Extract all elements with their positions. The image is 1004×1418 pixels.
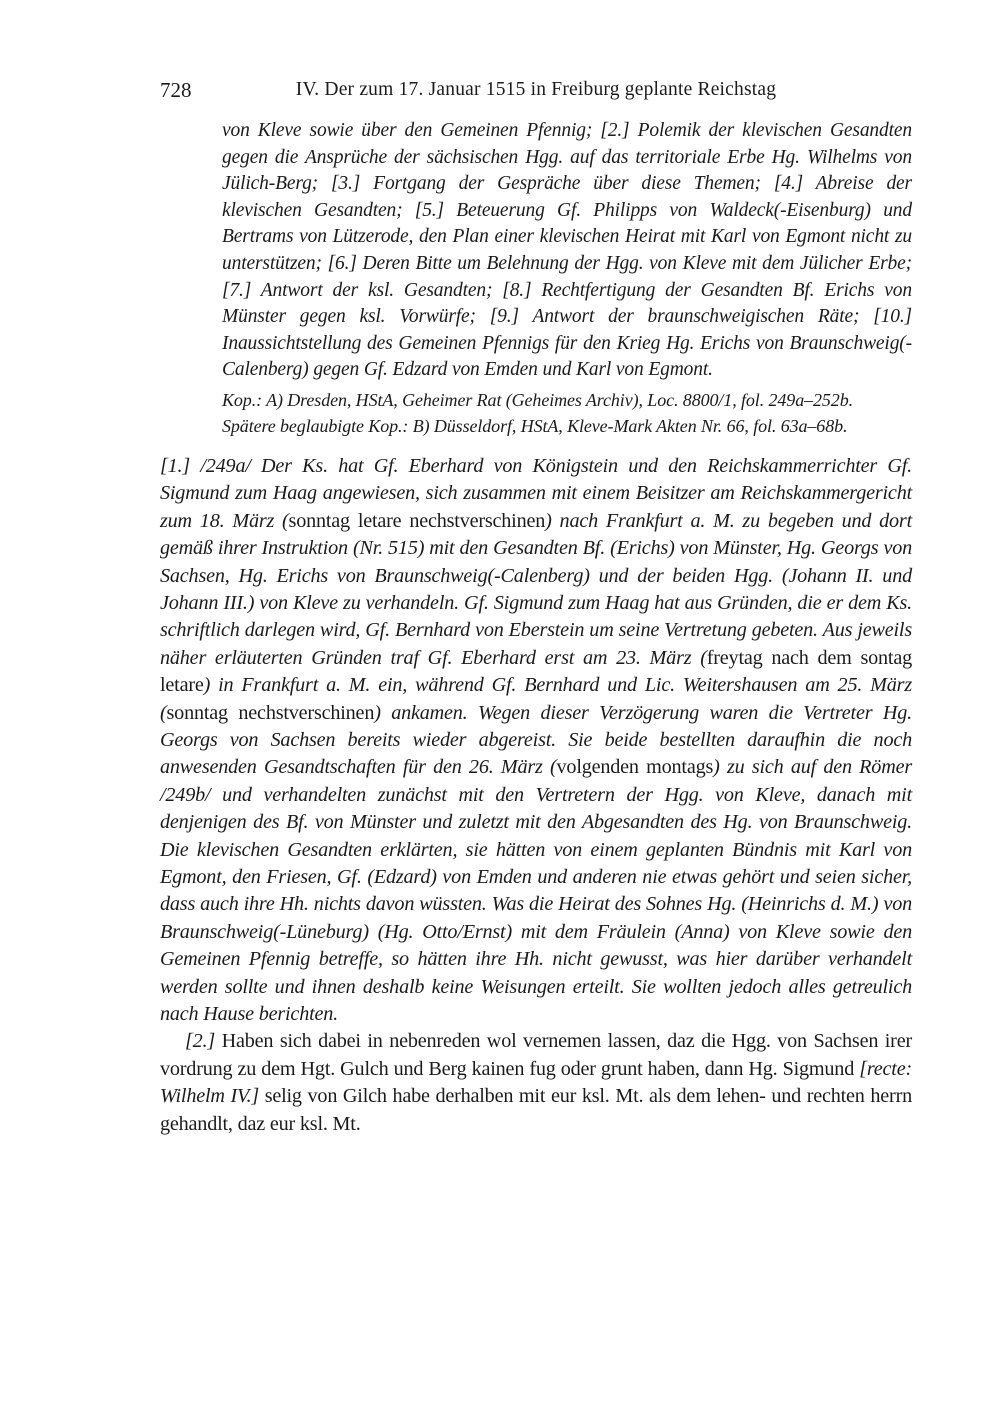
text-segment: ) zu sich auf den Römer /249b/ und verhandelten zunächst mit den Vertretern der Hgg. von Kleve, danach mit denjenigen des Bf. von Münster und zuletzt mit den Abgesandten des Hg. von Braunschweig. Die klevischen Gesandten erklärten, sie hätten von einem geplanten Bündnis mit Karl von Egmont, den Friesen, Gf. (Edzard) von Emden und anderen nie etwas gehört und seien sicher, dass auch ihre Hh. nichts davon wüssten. Was die Heirat des Sohnes Hg. (Heinrichs d. M.) von Braunschweig(-Lüneburg) (Hg. Otto/Ernst) mit dem Fräulein (Anna) von Kleve sowie den Gemeinen Pfennig betreffe, so hätten ihre Hh. nicht gewusst, was hier darüber verhandelt werden sollte und ihnen deshalb keine Weisungen erteilt. Sie wollten jedoch alles getreulich nach Hause berichten. [160,756,912,1026]
text-segment: ) ankamen. Wegen dieser Verzögerung waren die Vertreter Hg. Georgs von Sachsen bereits wieder abgereist. Sie beide bestellten daraufhin die noch anwesenden Gesandtschaften für den 26. März ( [160,701,912,779]
text-segment: freytag nach dem sontag letare [160,646,912,697]
text-segment: sonntag letare nechstverschinen [288,509,546,532]
source-list [222,387,912,439]
regest-summary: von Kleve sowie über den Gemeinen Pfennig; [2.] Polemik der klevischen Gesandten gegen die Ansprüche der sächsischen Hgg. auf das territoriale Erbe Hg. Wilhelms von Jülich-Berg; [3.] Fortgang der Gespräche über diese Themen; [4.] Abreise der klevischen Gesandten; [5.] Beteuerung Gf. Philipps von Waldeck(-Eisenburg) und Bertrams von Lützerode, den Plan einer klevischen Heirat mit Karl von Egmont nicht zu unterstützen; [6.] Deren Bitte um Belehnung der Hgg. von Kleve mit dem Jülicher Erbe; [7.] Antwort der ksl. Gesandten; [8.] Rechtfertigung der Gesandten Bf. Erichs von Münster gegen ksl. Vorwürfe; [9.] Antwort der braunschweigischen Räte; [10.] Inaussichtstellung des Gemeinen Pfennigs für den Krieg Hg. Erichs von Braunschweig(-Calenberg) gegen Gf. Edzard von Emden und Karl von Egmont. [222,120,912,381]
text-segment: volgenden montags [556,756,714,779]
page-number: 728 [160,78,192,102]
text-segment: [recte: Wilhelm IV.] [160,1057,912,1108]
page-content [160,118,912,1138]
body-paragraph [160,1028,912,1138]
text-segment: selig von Gilch habe derhalben mit eur ksl. Mt. als dem lehen- und rechten herrn gehandlt, daz eur ksl. Mt. [160,1085,912,1135]
text-segment: ) nach Frankfurt a. M. zu begeben und dort gemäß ihrer Instruktion (Nr. 515) mit den Gesandten Bf. (Erichs) von Münster, Hg. Georgs von Sachsen, Hg. Erichs von Braunschweig(-Calenberg) und der beiden Hgg. (Johann II. und Johann III.) von Kleve zu verhandeln. Gf. Sigmund zum Haag hat aus Gründen, die er dem Ks. schriftlich darlegen wird, Gf. Bernhard von Eberstein um seine Vertretung gebeten. Aus jeweils näher erläuterten Gründen traf Gf. Eberhard erst am 23. März ( [160,509,913,669]
source-entry: Kop.: A) Dresden, HStA, Geheimer Rat (Geheimes Archiv), Loc. 8800/1, fol. 249a–252b. [222,389,853,410]
text-segment: ) in Frankfurt a. M. ein, während Gf. Bernhard und Lic. Weitershausen am 25. März ( [160,674,912,724]
source-entry: Spätere beglaubigte Kop.: B) Düsseldorf, HStA, Kleve-Mark Akten Nr. 66, fol. 63a–68b. [222,415,848,436]
body-paragraph [160,453,912,1029]
running-header-title: IV. Der zum 17. Januar 1515 in Freiburg geplante Reichstag [295,79,777,100]
body-text [160,453,912,1138]
running-head [160,78,912,102]
text-segment: Haben sich dabei in nebenreden wol vernemen lassen, daz die Hgg. von Sachsen irer vordrung zu dem Hgt. Gulch und Berg kainen fug oder grunt haben, dann Hg. Sigmund [160,1030,912,1080]
text-segment: [2.] [185,1030,222,1053]
text-segment: sonntag nechstverschinen [166,701,375,724]
text-segment: [1.] /249a/ Der Ks. hat Gf. Eberhard von Königstein und den Reichskammerrichter Gf. Sigmund zum Haag angewiesen, sich zusammen mit einem Beisitzer am Reichskammergericht zum 18. März ( [160,454,912,532]
